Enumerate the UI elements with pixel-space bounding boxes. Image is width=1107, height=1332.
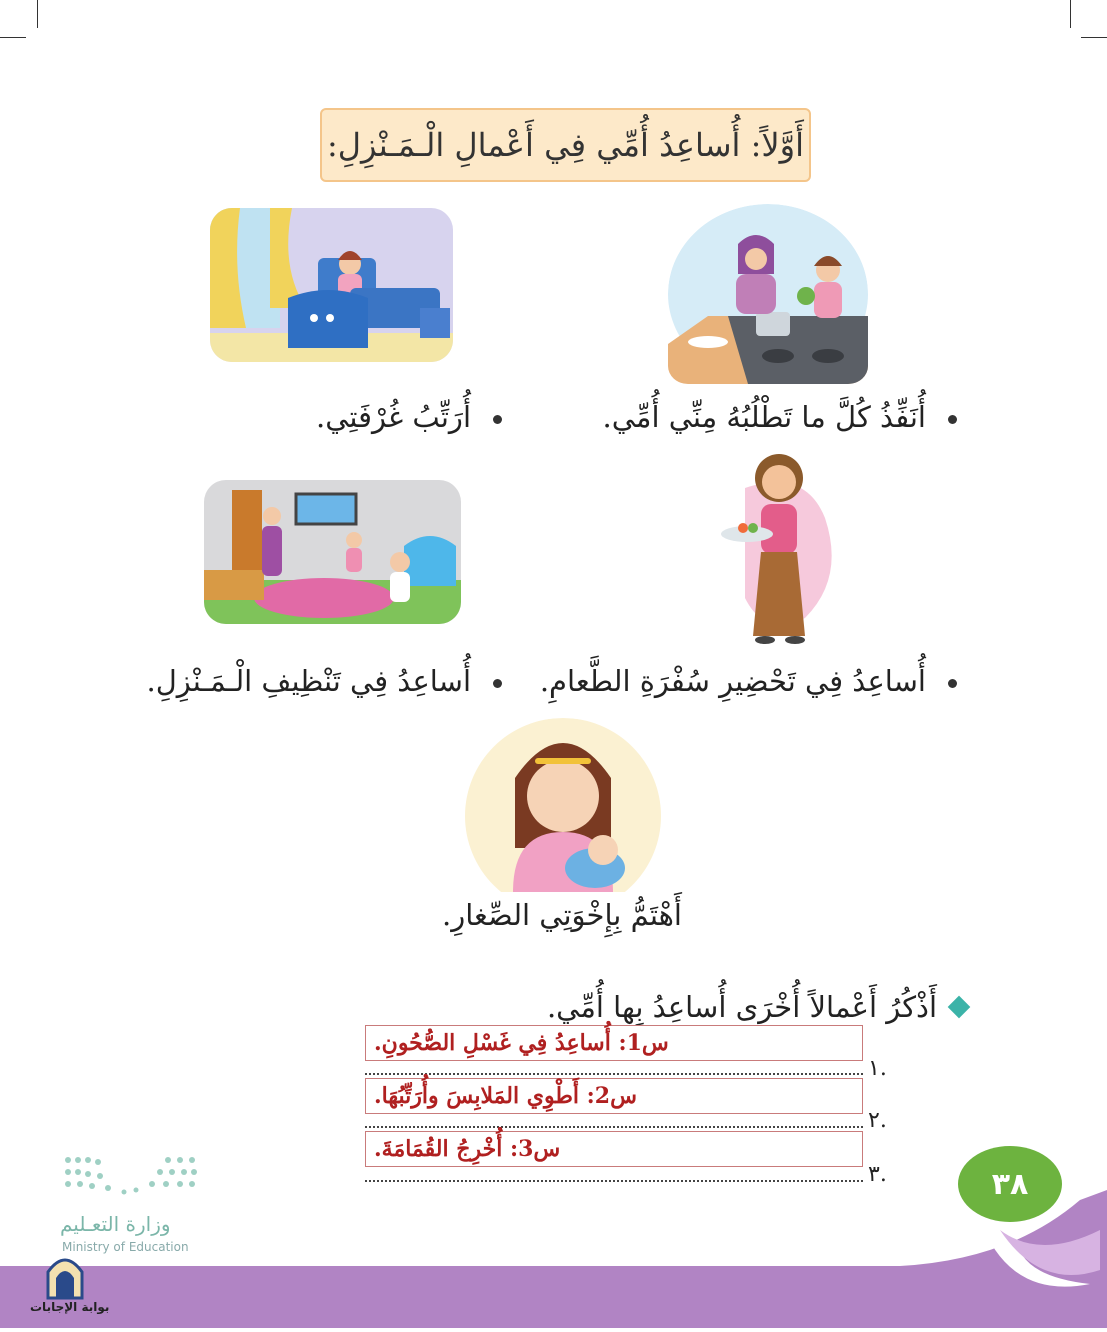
task-text: أَذْكُرُ أَعْمالاً أُخْرَى أُساعِدُ بِها أُمِّي. — [546, 990, 937, 1024]
answer-text: س3: أُخْرِجُ القُمَامَةَ. — [374, 1136, 561, 1162]
caption-text: أُساعِدُ فِي تَحْضِيرِ سُفْرَةِ الطَّعامِ. — [539, 664, 926, 698]
caption-prepare-table — [540, 664, 957, 698]
portal-logo-icon — [44, 1254, 86, 1304]
answer-number: .٢ — [868, 1108, 887, 1133]
caption-clean-house — [147, 664, 502, 698]
bedroom-illustration — [210, 208, 453, 362]
bullet-icon — [493, 679, 502, 688]
caption-tidy-room — [316, 400, 502, 434]
cleaning-illustration — [204, 480, 461, 624]
dotted-line — [365, 1073, 863, 1075]
caption-text: أُرَتِّبُ غُرْفَتِي. — [316, 400, 471, 434]
bullet-icon — [493, 415, 502, 424]
bullet-icon — [948, 679, 957, 688]
caring-siblings-illustration — [465, 718, 661, 892]
answer-number: .١ — [868, 1056, 887, 1081]
portal-label: بوابة الإجابات — [30, 1300, 110, 1314]
answer-text: س2: أَطْوِي المَلابِسَ وأُرَتِّبُهَا. — [374, 1083, 637, 1109]
dotted-line — [365, 1126, 863, 1128]
answer-field-2[interactable] — [365, 1078, 863, 1114]
answer-text: س1: أُساعِدُ فِي غَسْلِ الصُّحُونِ. — [374, 1030, 669, 1056]
crop-mark — [37, 0, 38, 28]
kitchen-illustration — [668, 204, 868, 384]
caption-text: أَهْتَمُّ بِإِخْوَتِي الصِّغارِ. — [442, 898, 682, 932]
caption-text: أُنَفِّذُ كُلَّ ما تَطْلُبُهُ مِنِّي أُمِّي. — [602, 400, 926, 434]
answer-field-1[interactable] — [365, 1025, 863, 1061]
bullet-icon — [948, 415, 957, 424]
caption-text: أُساعِدُ فِي تَنْظِيفِ الْـمَـنْزِلِ. — [146, 664, 471, 698]
ministry-name-arabic: وزارة التعـليم — [60, 1212, 171, 1236]
ministry-name-english: Ministry of Education — [62, 1240, 189, 1254]
diamond-icon — [948, 996, 971, 1019]
answer-field-3[interactable] — [365, 1131, 863, 1167]
footer-band — [0, 1180, 1107, 1328]
section-title-box — [320, 108, 811, 182]
answer-number: .٣ — [868, 1162, 887, 1187]
section-title: أَوَّلاً: أُساعِدُ أُمِّي فِي أَعْمالِ الْـمَـنْزِلِ: — [327, 126, 804, 164]
caption-follow-mother — [603, 400, 957, 434]
page-number: ٣٨ — [991, 1166, 1029, 1202]
crop-mark — [1081, 37, 1107, 38]
page-number-badge — [958, 1146, 1062, 1222]
serving-food-illustration — [715, 448, 835, 648]
caption-care-siblings — [442, 898, 682, 932]
crop-mark — [0, 37, 26, 38]
task-instruction — [547, 990, 967, 1024]
crop-mark — [1070, 0, 1071, 28]
